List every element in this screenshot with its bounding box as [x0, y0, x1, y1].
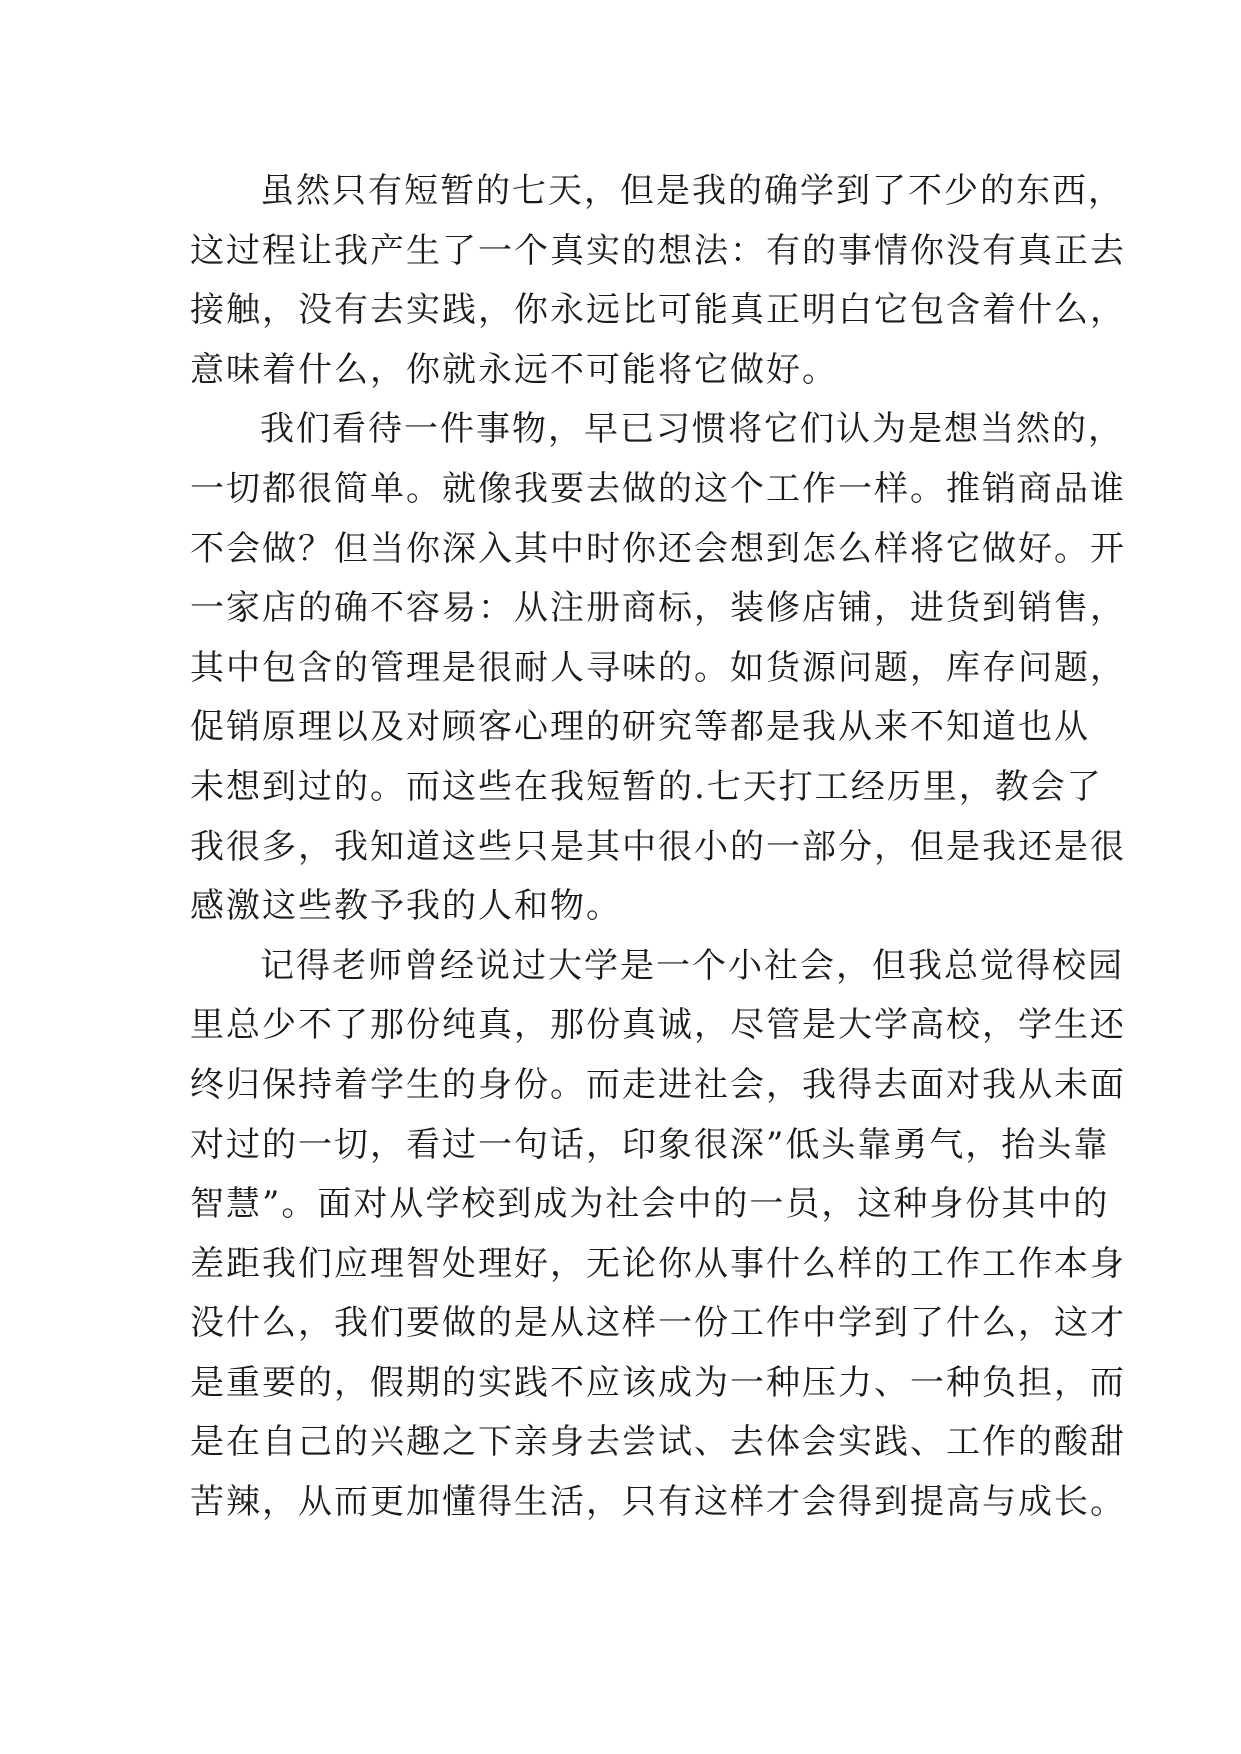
- paragraph-line: 我们看待一件事物，早已习惯将它们认为是想当然的，: [260, 409, 1124, 450]
- paragraph-line: 虽然只有短暂的七天，但是我的确学到了不少的东西，: [260, 171, 1124, 211]
- paragraph-line: 一家店的确不容易：从注册商标，装修店铺，进货到销售，: [190, 588, 1126, 629]
- paragraph-line: 未想到过的。而这些在我短暂的.七天打工经历里，教会了: [190, 766, 1103, 807]
- paragraph-line: 是重要的，假期的实践不应该成为一种压力、一种负担，而: [190, 1362, 1126, 1403]
- paragraph-line: 终归保持着学生的身份。而走进社会，我得去面对我从未面: [190, 1064, 1126, 1105]
- paragraph-line: 苦辣，从而更加懂得生活，只有这样才会得到提高与成长。: [190, 1482, 1126, 1523]
- paragraph-line: 意味着什么，你就永远不可能将它做好。: [190, 349, 838, 390]
- paragraph-line: 没什么，我们要做的是从这样一份工作中学到了什么，这才: [190, 1303, 1126, 1344]
- paragraph-line: 我很多，我知道这些只是其中很小的一部分，但是我还是很: [190, 826, 1126, 867]
- paragraph-line: 不会做？但当你深入其中时你还会想到怎么样将它做好。开: [190, 528, 1126, 569]
- paragraph-line: 记得老师曾经说过大学是一个小社会，但我总觉得校园: [260, 945, 1124, 986]
- paragraph-line: 智慧”。面对从学校到成为社会中的一员，这种身份其中的: [190, 1184, 1110, 1225]
- paragraph-line: 其中包含的管理是很耐人寻味的。如货源问题，库存问题，: [190, 647, 1126, 688]
- paragraph-1: [190, 162, 1126, 400]
- paragraph-2: [190, 400, 1126, 936]
- paragraph-line: 对过的一切，看过一句话，印象很深”低头靠勇气，抬头靠: [190, 1124, 1110, 1165]
- paragraph-line: 差距我们应理智处理好，无论你从事什么样的工作工作本身: [190, 1243, 1126, 1284]
- paragraph-line: 接触，没有去实践，你永远比可能真正明白它包含着什么，: [190, 290, 1126, 331]
- paragraph-line: 里总少不了那份纯真，那份真诚，尽管是大学高校，学生还: [190, 1005, 1126, 1046]
- paragraph-line: 一切都很简单。就像我要去做的这个工作一样。推销商品谁: [190, 468, 1126, 509]
- paragraph-line: 促销原理以及对顾客心理的研究等都是我从来不知道也从: [190, 707, 1090, 748]
- paragraph-line: 是在自己的兴趣之下亲身去尝试、去体会实践、工作的酸甜: [190, 1422, 1126, 1463]
- document-body: [190, 162, 1126, 1533]
- paragraph-3: [190, 937, 1126, 1533]
- paragraph-line: 感激这些教予我的人和物。: [190, 886, 622, 927]
- paragraph-line: 这过程让我产生了一个真实的想法：有的事情你没有真正去: [190, 230, 1126, 271]
